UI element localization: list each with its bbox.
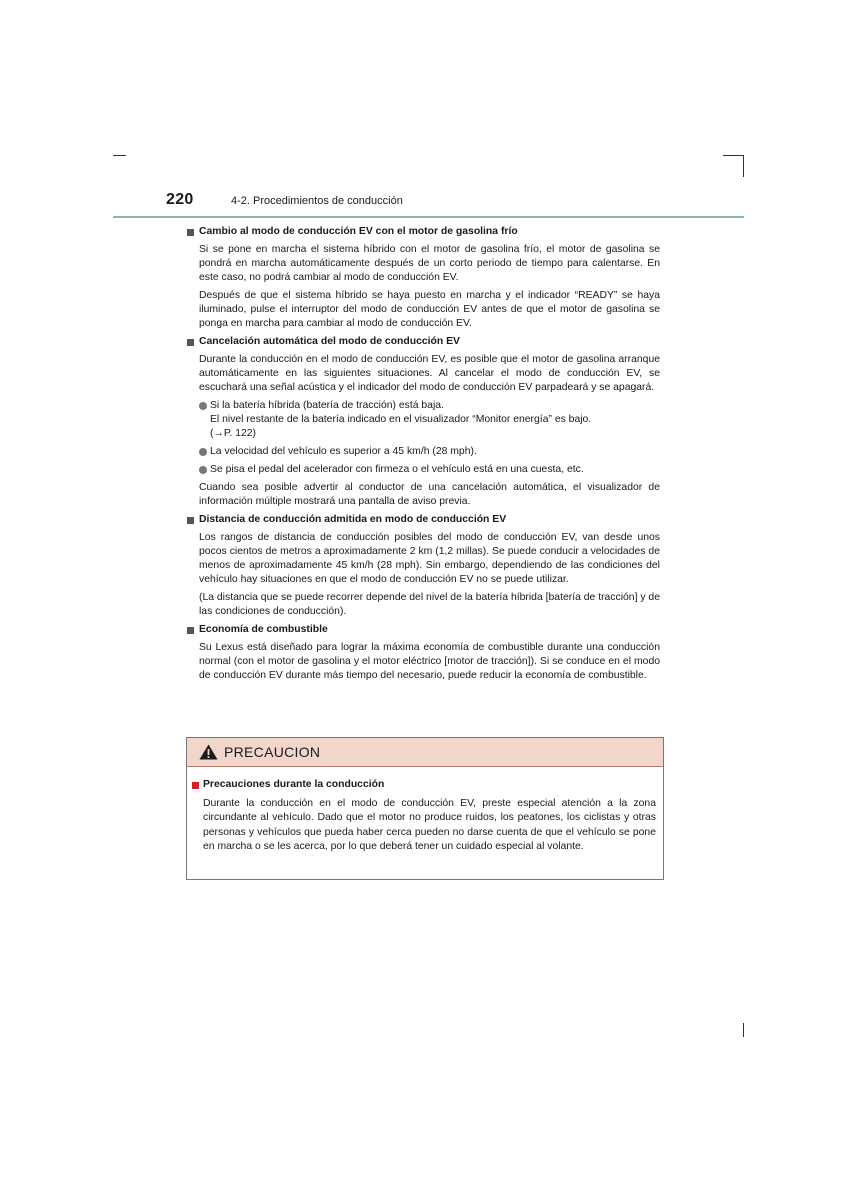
square-bullet-icon: [187, 229, 194, 236]
round-bullet-icon: [199, 466, 207, 474]
section-title: 4-2. Procedimientos de conducción: [231, 195, 403, 207]
caution-body: [191, 778, 656, 855]
crop-mark-bottom-right: [743, 1023, 744, 1037]
crop-mark-top-right-v: [743, 155, 744, 177]
caution-text: Durante la conducción en el modo de conducción EV, preste especial atención a la zona circundante al vehículo. Dado que el motor no produce ruidos, los peatones, los ciclistas y otras personas y vehículos que pueda haber cerca pueden no darse cuenta de que el vehículo se pone en marcha o se les acerca, por lo que deberá tener un cuidado especial al volante.: [203, 797, 656, 852]
caution-title: PRECAUCION: [224, 744, 321, 760]
bullet-item: [199, 463, 660, 477]
paragraph: Después de que el sistema híbrido se haya puesto en marcha y el indicador “READY” se haya iluminado, pulse el interruptor del modo de conducción EV antes de que el motor de gasolina se ponga en marcha para cambiar al modo de conducción EV.: [199, 290, 660, 329]
square-bullet-icon: [187, 339, 194, 346]
section-heading: [186, 623, 660, 637]
bullet-text: Se pisa el pedal del acelerador con firmeza o el vehículo está en una cuesta, etc.: [210, 464, 584, 475]
caution-box: [186, 737, 664, 880]
bullet-item: [199, 445, 660, 459]
crop-mark-top-right-h: [723, 155, 744, 156]
paragraph: Los rangos de distancia de conducción posibles del modo de conducción EV, van desde unos pocos cientos de metros a aproximadamente 2 km (1,2 millas). Se puede conducir a velocidades de menos de aproximadamente 45 km/h (28 mph). Sin embargo, dependiendo de las condiciones del vehículo hay situaciones en que el modo de conducción EV no se puede utilizar.: [199, 532, 660, 585]
square-bullet-icon: [187, 627, 194, 634]
page-number: 220: [166, 191, 194, 208]
paragraph: Su Lexus está diseñado para lograr la máxima economía de combustible durante una conducción normal (con el motor de gasolina y el motor eléctrico [motor de tracción]). Si se conduce en el modo de conducción EV durante más tiempo del necesario, puede reducir la economía de combustible.: [199, 642, 660, 681]
section-heading-text: Economía de combustible: [199, 624, 328, 635]
section-heading-text: Cambio al modo de conducción EV con el motor de gasolina frío: [199, 226, 518, 237]
section-heading: [186, 335, 660, 349]
caution-heading-text: Precauciones durante la conducción: [203, 779, 385, 790]
crop-mark-top-left: [113, 155, 126, 156]
red-square-bullet-icon: [192, 782, 199, 789]
caution-heading: [191, 778, 656, 793]
header-rule: [113, 216, 744, 218]
caution-header: [187, 738, 663, 767]
warning-triangle-icon: [199, 744, 218, 760]
paragraph: Si se pone en marcha el sistema híbrido con el motor de gasolina frío, el motor de gasolina se pondrá en marcha automáticamente después de un corto periodo de tiempo para calentarse. En este caso, no podrá cambiar al modo de conducción EV.: [199, 244, 660, 283]
section-heading: [186, 225, 660, 239]
paragraph: Cuando sea posible advertir al conductor de una cancelación automática, el visualizador de información múltiple mostrará una pantalla de aviso previa.: [199, 482, 660, 507]
bullet-item: [199, 399, 660, 441]
round-bullet-icon: [199, 448, 207, 456]
section-heading: [186, 513, 660, 527]
round-bullet-icon: [199, 402, 207, 410]
section-heading-text: Distancia de conducción admitida en modo de conducción EV: [199, 514, 507, 525]
square-bullet-icon: [187, 517, 194, 524]
page-reference: (→P. 122): [210, 428, 257, 439]
section-heading-text: Cancelación automática del modo de conducción EV: [199, 336, 460, 347]
bullet-text: La velocidad del vehículo es superior a 45 km/h (28 mph).: [210, 446, 477, 457]
bullet-text: El nivel restante de la batería indicado en el visualizador “Monitor energía” es bajo.: [210, 414, 592, 425]
main-content: [186, 225, 660, 687]
bullet-text: Si la batería híbrida (batería de tracción) está baja.: [210, 400, 444, 411]
paragraph: Durante la conducción en el modo de conducción EV, es posible que el motor de gasolina arranque automáticamente en las siguientes situaciones. Al cancelar el modo de conducción EV, se escuchará una señal acústica y el indicador del modo de conducción EV parpadeará y se apagará.: [199, 354, 660, 393]
paragraph: (La distancia que se puede recorrer depende del nivel de la batería híbrida [batería de tracción] y de las condiciones de conducción).: [199, 592, 660, 617]
